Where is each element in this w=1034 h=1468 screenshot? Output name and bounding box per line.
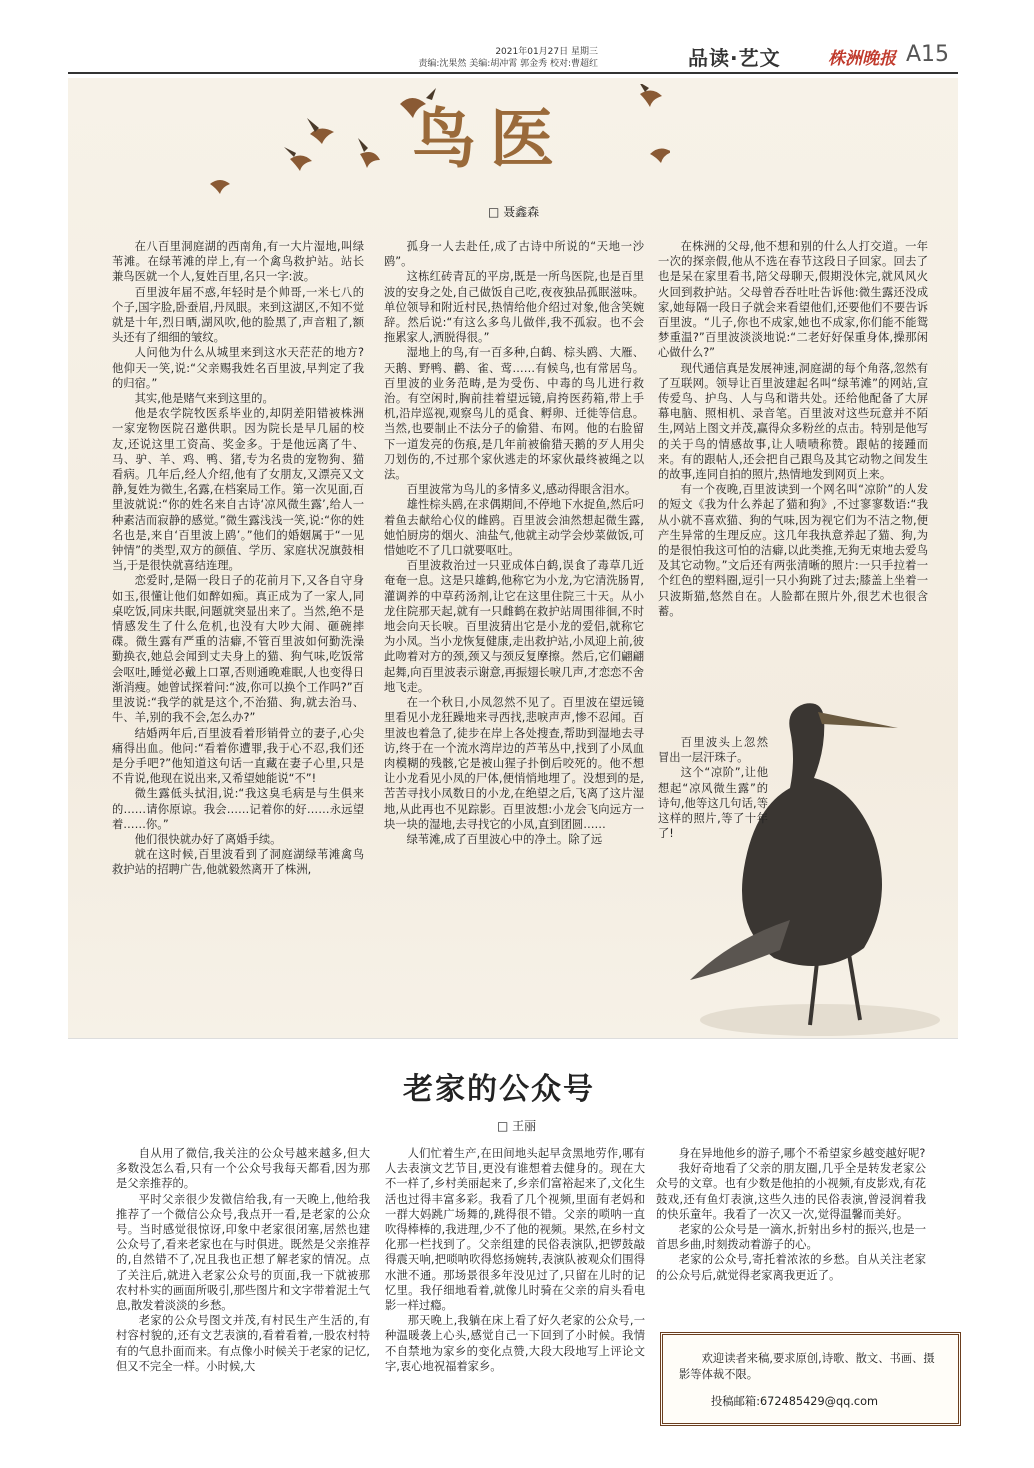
story-divider bbox=[68, 1038, 958, 1039]
paragraph: 就在这时候,百里波看到了洞庭湖绿苇滩禽鸟救护站的招聘广告,他就毅然离开了株洲, bbox=[112, 848, 364, 877]
paper-logo: 株洲晚报 bbox=[828, 44, 898, 68]
header-meta bbox=[418, 46, 598, 70]
header-date: 2021年01月27日 星期三 bbox=[495, 47, 598, 57]
story2-column-2 bbox=[385, 1146, 645, 1374]
paragraph: 他是农学院牧医系毕业的,却阴差阳错被株洲一家宠物医院召邀供职。因为院长是早几届的校友,还说这里工资高、奖金多。于是他远离了牛、马、驴、羊、鸡、鸭、猪,专为名贵的宠物狗、猫看病。几年后,经人介绍,他有了女朋友,又漂亮又文静,复姓为微生,名露,在档案局工作。第一次见面,百里波就说:“你的姓名来自古诗‘凉风微生露’,给人一种素洁而寂静的感觉。”微生露浅浅一笑,说:“你的姓名也是,来自‘百里波上鸥’。”他们的婚姻属于“一见钟情”的类型,双方的颜值、学历、家庭状况旗鼓相当,于是很快就喜结连理。 bbox=[112, 407, 364, 573]
paragraph: 孤身一人去赴任,成了古诗中所说的“天地一沙鸥”。 bbox=[384, 240, 644, 269]
story1-column-2 bbox=[384, 239, 644, 847]
paragraph: 这栋红砖青瓦的平房,既是一所鸟医院,也是百里波的安身之处,自己做饭自己吃,夜夜独品孤眠滋味。单位领导和附近村民,热情给他介绍过对象,他含笑婉辞。然后说:“有这么多鸟儿做伴,我不孤寂。也不会拖累家人,洒脱得很。” bbox=[384, 270, 644, 345]
page-number: A15 bbox=[906, 42, 950, 67]
story2-column-3 bbox=[656, 1146, 926, 1283]
paragraph: 人问他为什么从城里来到这水天茫茫的地方?他仰天一笑,说:“父亲赐我姓名百里波,早判定了我的归宿。” bbox=[112, 346, 364, 390]
paragraph: 这个“凉阶”,让他想起“凉风微生露”的诗句,他等这几句话,等这样的照片,等了十年了! bbox=[658, 766, 768, 841]
paragraph: 其实,他是赌气来到这里的。 bbox=[134, 392, 274, 406]
paragraph: 百里波年届不惑,年轻时是个帅哥,一米七八的个子,国字脸,卧蚕眉,丹凤眼。来到这湖区,不知不觉就是十年,烈日晒,湖风吹,他的脸黑了,声音粗了,额头还有了细细的皱纹。 bbox=[112, 285, 364, 345]
story1-byline: □ 聂鑫森 bbox=[488, 205, 540, 219]
paragraph: 在株洲的父母,他不想和别的什么人打交道。一年一次的探亲假,他从不选在春节这段日子回家。回去了也是呆在家里看书,陪父母聊天,假期没休完,就风风火火回到救护站。父母曾吞吞吐吐告诉他:微生露还没成家,她每隔一段日子就会来看望他们,还要他们不要告诉百里波。“儿子,你也不成家,她也不成家,你们能不能鸳梦重温?”百里波淡淡地说:“二老好好保重身体,操那闲心做什么?” bbox=[658, 240, 928, 360]
paragraph: 结婚两年后,百里波看着形销骨立的妻子,心尖痛得出血。他问:“看着你遭罪,我于心不忍,我们还是分手吧?”他知道这句话一直藏在妻子心里,只是不肯说,他现在说出来,又希望她能说“不”! bbox=[112, 726, 364, 786]
paragraph: 老家的公众号是一滴水,折射出乡村的振兴,也是一首思乡曲,时刻拨动着游子的心。 bbox=[656, 1223, 926, 1252]
paragraph: 恋爱时,是隔一段日子的花前月下,又各自守身如玉,很懂让他们如醉如痴。真正成为了一家人,同桌吃饭,同床共眠,问题就突显出来了。当然,绝不是情感发生了什么危机,也没有大吵大闹、砸碗摔碟。微生露有严重的洁癖,不管百里波如何勤洗澡勤换衣,她总会闻到丈夫身上的猫、狗气味,吃饭常会呕吐,睡觉必戴上口罩,否则通晚难眠,人也变得日渐消瘦。她曾试探着问:“波,你可以换个工作吗?”百里波说:“我学的就是这个,不治猫、狗,就去治马、牛、羊,别的我不会,怎么办?” bbox=[112, 574, 364, 725]
paragraph: 在一个秋日,小凤忽然不见了。百里波在望远镜里看见小龙狂躁地来寻西找,悲唳声声,惨不忍闻。百里波也着急了,徒步在岸上各处搜查,帮助到湿地去寻访,终于在一个流水湾岸边的芦苇丛中,找到了小凤血肉模糊的残骸,它是被山猩子扑倒后咬死的。他不想让小龙看见小凤的尸体,便悄悄地埋了。没想到的是,苦苦寻找小凤数日的小龙,在绝望之后,飞离了这片湿地,从此再也不见踪影。百里波想:小龙会飞向远方一块一块的湿地,去寻找它的小凤,直到团圆…… bbox=[384, 696, 644, 831]
paragraph: 平时父亲很少发微信给我,有一天晚上,他给我推荐了一个微信公众号,我点开一看,是老家的公众号。当时感觉很惊讶,印象中老家很闭塞,居然也建公众号了,看来老家也在与时俱进。既然是父亲推荐的,自然错不了,况且我也正想了解老家的情况。点了关注后,就进入老家公众号的页面,我一下就被那农村朴实的画面所吸引,那些图片和文字带着泥土气息,散发着淡淡的乡愁。 bbox=[116, 1192, 370, 1313]
page-header bbox=[68, 40, 958, 76]
section-name: 品读·艺文 bbox=[688, 46, 781, 70]
header-staff: 责编:沈果然 美编:胡冲霄 郭金秀 校对:曹超红 bbox=[418, 59, 598, 69]
story2-column-1 bbox=[116, 1146, 370, 1374]
paragraph: 雄性棕头鸥,在求偶期间,不停地下水捉鱼,然后叼着鱼去献给心仪的雌鸥。百里波会油然想起微生露,她怕厨房的烟火、油盐气,他就主动学会炒菜做饭,可惜她吃不了几口就要呕吐。 bbox=[384, 498, 644, 558]
paragraph: 自从用了微信,我关注的公众号越来越多,但大多数没怎么看,只有一个公众号我每天都看,因为那是父亲推荐的。 bbox=[116, 1147, 370, 1191]
paragraph: 微生露低头拭泪,说:“我这臭毛病是与生俱来的……请你原谅。我会……记着你的好……永远望着……你。” bbox=[112, 787, 364, 831]
paragraph: 百里波常为鸟儿的多情多义,感动得眼含泪水。 bbox=[406, 483, 637, 497]
paragraph: 身在异地他乡的游子,哪个不希望家乡越变越好呢? bbox=[678, 1147, 926, 1160]
paragraph: 那天晚上,我躺在床上看了好久老家的公众号,一种温暖袭上心头,感觉自己一下回到了小时候。我情不自禁地为家乡的变化点赞,大段大段地写上评论文字,衷心地祝福着家乡。 bbox=[385, 1314, 645, 1373]
paragraph: 老家的公众号图文并茂,有村民生产生活的,有村容村貌的,还有文艺表演的,看着看着,一股农村特有的气息扑面而来。有点像小时候关于老家的记忆,但又不完全一样。小时候,大 bbox=[116, 1314, 370, 1373]
submission-notice bbox=[660, 1332, 961, 1426]
paragraph: 他们很快就办好了离婚手续。 bbox=[134, 832, 282, 846]
paragraph: 百里波头上忽然冒出一层汗珠子。 bbox=[658, 736, 768, 765]
story2-byline: □ 王丽 bbox=[497, 1119, 537, 1133]
notice-email: 投稿邮箱:672485429@qq.com bbox=[711, 1395, 879, 1408]
paragraph: 现代通信真是发展神速,洞庭湖的每个角落,忽然有了互联网。领导让百里波建起名叫“绿苇滩”的网站,宣传爱鸟、护鸟、人与鸟和谐共处。还给他配备了大屏幕电脑、照相机、录音笔。百里波对这些玩意并不陌生,网站上图文并茂,赢得众多粉丝的点击。特别是他写的关于鸟的情感故事,让人啧啧称赞。跟帖的接踵而来。有的跟帖人,还会把自己跟鸟及其它动物之间发生的故事,连同自拍的照片,热情地发到网页上来。 bbox=[658, 361, 928, 482]
paragraph: 有一个夜晚,百里波读到一个网名叫“凉阶”的人发的短文《我为什么养起了猫和狗》,不过寥寥数语:“我从小就不喜欢猫、狗的气味,因为视它们为不洁之物,便产生异常的生理反应。这几年我执意养起了猫、狗,为的是很怕我这可怕的洁癖,以此类推,无狗无束地去爱鸟及其它动物。”文后还有两张清晰的照片:一只手拉着一个红色的塑料圈,逗引一只小狗跳了过去;膝盖上坐着一只波斯猫,悠然自在。人脸都在照片外,很艺术也很含蓄。 bbox=[658, 483, 928, 618]
story1-column-3-tail bbox=[658, 735, 768, 841]
story1-title: 鸟医 bbox=[412, 102, 568, 177]
paragraph: 在八百里洞庭湖的西南角,有一大片湿地,叫绿苇滩。在绿苇滩的岸上,有一个禽鸟救护站。站长兼鸟医就一个人,复姓百里,名只一字:波。 bbox=[112, 240, 364, 284]
notice-text: 欢迎读者来稿,要求原创,诗歌、散文、书画、摄影等体裁不限。 bbox=[679, 1352, 935, 1381]
paragraph: 我好奇地看了父亲的朋友圈,几乎全是转发老家公众号的文章。也有少数是他拍的小视频,有皮影戏,有花鼓戏,还有鱼灯表演,这些久违的民俗表演,曾浸润着我的快乐童年。我看了一次又一次,觉得温馨而美好。 bbox=[656, 1162, 926, 1221]
paragraph: 人们忙着生产,在田间地头起早贪黑地劳作,哪有人去表演文艺节目,更没有谁想着去健身的。现在大不一样了,乡村美丽起来了,乡亲们富裕起来了,文化生活也过得丰富多彩。我看了几个视频,里面有老妈和一群大妈跳广场舞的,跳得很不错。父亲的唢呐一直吹得棒棒的,我进理,少不了他的视频。果然,在乡村文化那一栏找到了。父亲组建的民俗表演队,把锣鼓敲得震天响,把唢呐吹得悠扬婉转,表演队被观众们围得水泄不通。那场景很多年没见过了,只留在儿时的记忆里。我仔细地看着,就像儿时骑在父亲的肩头看电影一样过瘾。 bbox=[385, 1147, 645, 1313]
paragraph: 湿地上的鸟,有一百多种,白鹤、棕头鸥、大雁、天鹅、野鸭、鹳、雀、莺……有候鸟,也有常居鸟。百里波的业务范畴,是为受伤、中毒的鸟儿进行救治。有空闲时,胸前挂着望远镜,肩挎医药箱,带上手机,沿岸巡视,观察鸟儿的觅食、孵卵、迁徙等信息。当然,也要制止不法分子的偷猎、布网。他的右脸留下一道发亮的伤痕,是几年前被偷猎天鹅的歹人用尖刀划伤的,不过那个家伙逃走的坏家伙最终被绳之以法。 bbox=[384, 346, 644, 482]
story1-column-1 bbox=[112, 239, 364, 878]
paragraph: 绿苇滩,成了百里波心中的净土。除了远 bbox=[406, 832, 603, 846]
header-rule bbox=[68, 72, 958, 74]
paragraph: 老家的公众号,寄托着浓浓的乡愁。自从关注老家的公众号后,就觉得老家离我更近了。 bbox=[656, 1253, 926, 1282]
story2-title: 老家的公众号 bbox=[403, 1072, 595, 1107]
story1-column-3 bbox=[658, 239, 928, 619]
paragraph: 百里波救治过一只亚成体白鹤,误食了毒草几近奄奄一息。这是只雄鹤,他称它为小龙,为它清洗肠胃,灌调养的中草药汤剂,让它在这里住院三十天。从小龙住院那天起,就有一只雌鹤在救护站周围徘徊,不时地会向天长唳。百里波猜出它是小龙的爱侣,就称它为小凤。当小龙恢复健康,走出救护站,小凤迎上前,彼此吻着对方的颈,颈又与颈反复摩擦。然后,它们翩翩起舞,向百里波表示谢意,再振翅长唳几声,才恋恋不舍地飞走。 bbox=[384, 559, 644, 694]
